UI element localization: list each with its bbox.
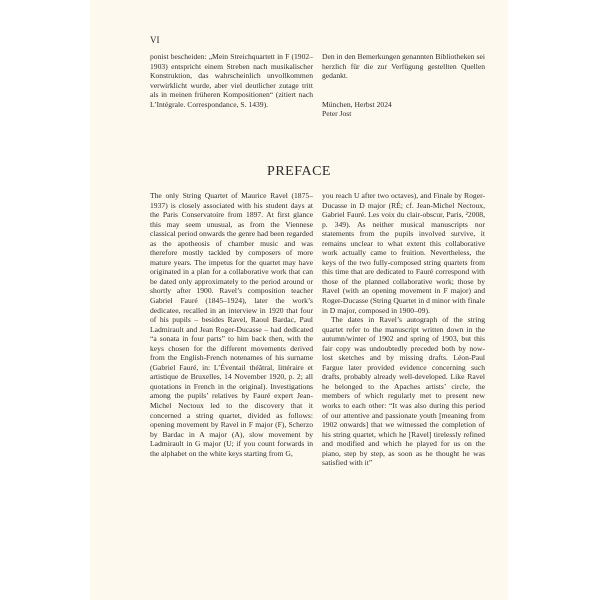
- german-paragraph-end: ponist bescheiden: „Mein Streichquartett in F (1902–1903) entspricht einem Streben nach musikalischer Konstruktion, das wahrscheinlich unvollkommen verwirklicht wurde, aber viel deutlicher zutage tritt als in meinen früheren Kompositionen“ (zitiert nach L’Intégrale. Correspondance, S. 1439).: [150, 52, 313, 109]
- preface-paragraph-1-continued: you reach U after two octaves), and Finale by Roger-Ducasse in D major (RÉ; cf. Jean-Michel Nectoux, Gabriel Fauré. Les voix du clair-obscur, Paris, ²2008, p. 349). As neither musical manuscripts nor statements from the pupils involved survive, it remains unclear to what extent this collaborative work actually came to fruition. Nevertheless, the keys of the two fully-composed string quartets from this time that are dedicated to Fauré correspond with those of the planned collaborative work; those by Ravel (with an opening movement in F major) and Roger-Ducasse (String Quartet in d minor with finale in D major, composed in 1900–09).: [322, 191, 485, 315]
- acknowledgement-paragraph: Den in den Bemerkungen genannten Bibliotheken sei herzlich für die zur Verfügung gestellten Quellen gedankt.: [322, 52, 485, 81]
- preface-column-right: [322, 191, 485, 468]
- preface-paragraph-2: The dates in Ravel’s autograph of the string quartet refer to the manuscript written down in the autumn/winter of 1902 and spring of 1903, but this fair copy was undoubtedly preceded both by now-lost sketches and by missing drafts. Léon-Paul Fargue later provided evidence concerning such drafts, probably already well-developed. Like Ravel he belonged to the Apaches artists’ circle, the members of which regularly met to present new works to each other: “It was also during this period of our attentive and passionate youth [meaning from 1902 onwards] that we witnessed the completion of his string quartet, which he [Ravel] tirelessly refined and modified and which he played for us on the piano, step by step, as soon as he thought he was satisfied with it”: [322, 315, 485, 468]
- section-heading: PREFACE: [267, 164, 331, 179]
- german-text-column-left: [150, 52, 313, 109]
- signature-block: [322, 100, 485, 119]
- preface-column-left: [150, 191, 313, 458]
- page-number: VI: [150, 35, 160, 45]
- signature-place-date: München, Herbst 2024: [322, 99, 392, 109]
- preface-paragraph-1: The only String Quartet of Maurice Ravel (1875–1937) is closely associated with his student days at the Paris Conservatoire from 1897. At first glance this may seem unusual, as from the Viennese classical period onwards the genre had been regarded as the apotheosis of chamber music and was therefore mostly tackled by composers of more mature years. The impetus for the quartet may have originated in a plan for a collaborative work that can be dated only approximately to the period around or shortly after 1900. Ravel’s composition teacher Gabriel Fauré (1845–1924), later the work’s dedicatee, recalled in an interview in 1920 that four of his pupils – besides Ravel, Raoul Bardac, Paul Ladmirault and Jean Roger-Ducasse – had dedicated “a sonata in four parts” to him back then, with the keys chosen for the different movements derived from the English-French notenames of his surname (Gabriel Fauré, in: L’Éventail théâtral, littéraire et artistique de Bruxelles, 14 November 1920, p. 2; all quotations in French in the original). Investigations among the pupils’ relatives by Fauré expert Jean-Michel Nectoux led to the discovery that it concerned a string quartet, divided as follows: opening movement by Ravel in F major (F), Scherzo by Bardac in A major (A), slow movement by Ladmirault in G major (U; if you count forwards in the alphabet on the white keys starting from G,: [150, 191, 313, 458]
- signature-name: Peter Jost: [322, 109, 352, 119]
- german-text-column-right: [322, 52, 485, 119]
